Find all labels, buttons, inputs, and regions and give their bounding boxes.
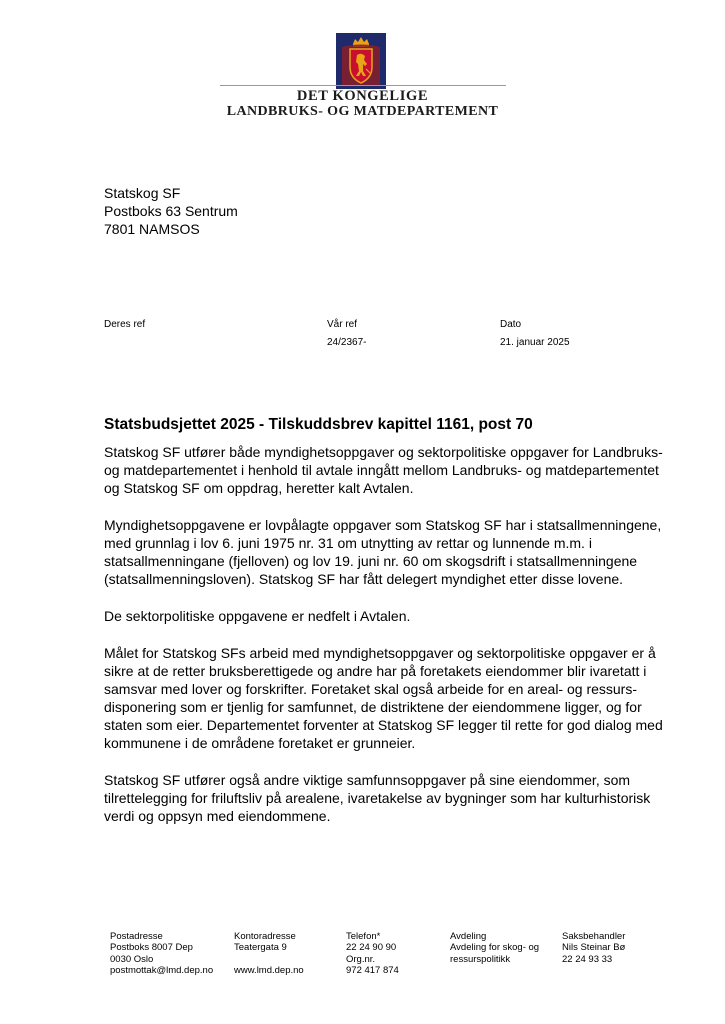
footer-email-link[interactable]: postmottak@lmd.dep.no — [110, 964, 214, 976]
footer-website-link[interactable]: www.lmd.dep.no — [234, 964, 304, 976]
footer-kontoradresse — [234, 931, 304, 976]
paragraph-1: Statskog SF utfører både myndighetsoppgaver og sektorpolitiske oppgaver for Landbruks- og matdepartementet i henhold til avtale inngått mellom Landbruks- og matdepartementet og Statskog SF om oppdrag, heretter kalt Avtalen. — [104, 444, 663, 496]
footer-avdeling-line2: ressurspolitikk — [450, 953, 511, 965]
footer-kontoradresse-label: Kontoradresse — [234, 931, 296, 942]
paragraph-3: De sektorpolitiske oppgavene er nedfelt i Avtalen. — [104, 608, 411, 624]
var-ref-value: 24/2367- — [327, 337, 367, 348]
recipient-postcode: 7801 NAMSOS — [104, 221, 200, 237]
footer-saksbehandler-name: Nils Steinar Bø — [562, 942, 626, 954]
footer-postadresse — [110, 931, 213, 976]
footer-postadresse-line2: 0030 Oslo — [110, 953, 154, 965]
footer-avdeling-label: Avdeling — [450, 931, 487, 942]
deres-ref-label: Deres ref — [104, 319, 146, 330]
footer-saksbehandler — [562, 931, 625, 965]
footer-postadresse-label: Postadresse — [110, 931, 163, 942]
recipient-address — [104, 184, 238, 238]
paragraph-2: Myndighetsoppgavene er lovpålagte oppgaver som Statskog SF har i statsallmenningene, med grunnlag i lov 6. juni 1975 nr. 31 om utnytting av rettar og lunnende m.m. i statsallmenningane (fjelloven) og lov 19. juni nr. 60 om skogsdrift i statsallmenningene (statsallmenningsloven). Statskog SF har fått delegert myndighet etter disse lovene. — [104, 517, 662, 587]
footer-kontoradresse-line1: Teatergata 9 — [234, 942, 287, 954]
date-label: Dato — [500, 319, 522, 330]
letterhead-rule — [220, 85, 506, 86]
footer-postadresse-line1: Postboks 8007 Dep — [110, 942, 193, 954]
footer-avdeling-line1: Avdeling for skog- og — [450, 942, 540, 954]
footer-avdeling — [450, 931, 539, 965]
var-ref-label: Vår ref — [327, 319, 358, 330]
footer-saksbehandler-label: Saksbehandler — [562, 931, 626, 942]
department-name-line2: LANDBRUKS- OG MATDEPARTEMENT — [226, 104, 499, 119]
footer-telefon-number: 22 24 90 90 — [346, 942, 397, 954]
department-name-line1: DET KONGELIGE — [296, 88, 429, 104]
recipient-name: Statskog SF — [104, 185, 181, 201]
royal-coat-of-arms-icon — [336, 33, 386, 89]
footer-telefon-label: Telefon* — [346, 931, 381, 942]
footer-kontoradresse-line2 — [234, 954, 304, 965]
footer-orgnr-value: 972 417 874 — [346, 964, 399, 976]
recipient-postbox: Postboks 63 Sentrum — [104, 203, 238, 219]
date-value: 21. januar 2025 — [500, 337, 570, 348]
letter-subject: Statsbudsjettet 2025 - Tilskuddsbrev kapittel 1161, post 70 — [104, 416, 533, 433]
paragraph-5: Statskog SF utfører også andre viktige samfunnsoppgaver på sine eiendommer, som tilrettelegging for friluftsliv på arealene, ivaretakelse av bygninger som har kulturhistorisk verdi og oppsyn med eiendommene. — [104, 772, 651, 824]
footer-saksbehandler-phone: 22 24 93 33 — [562, 953, 613, 965]
paragraph-4: Målet for Statskog SFs arbeid med myndighetsoppgaver og sektorpolitiske oppgaver er å sikre at de retter bruksberettigede og andre har på foretakets eiendommer blir ivaretatt i samsvar med lover og forskrifter. Foretaket skal også arbeide for en areal- og ressurs-disponering som er tjenlig for samfunnet, de distriktene der eiendommene ligger, og for staten som eier. Departementet forventer at Statskog SF legger til rette for god dialog med kommunene i de områdene foretaket er grunneier. — [104, 645, 663, 751]
footer-orgnr-label: Org.nr. — [346, 953, 376, 965]
footer-telefon — [346, 931, 399, 976]
